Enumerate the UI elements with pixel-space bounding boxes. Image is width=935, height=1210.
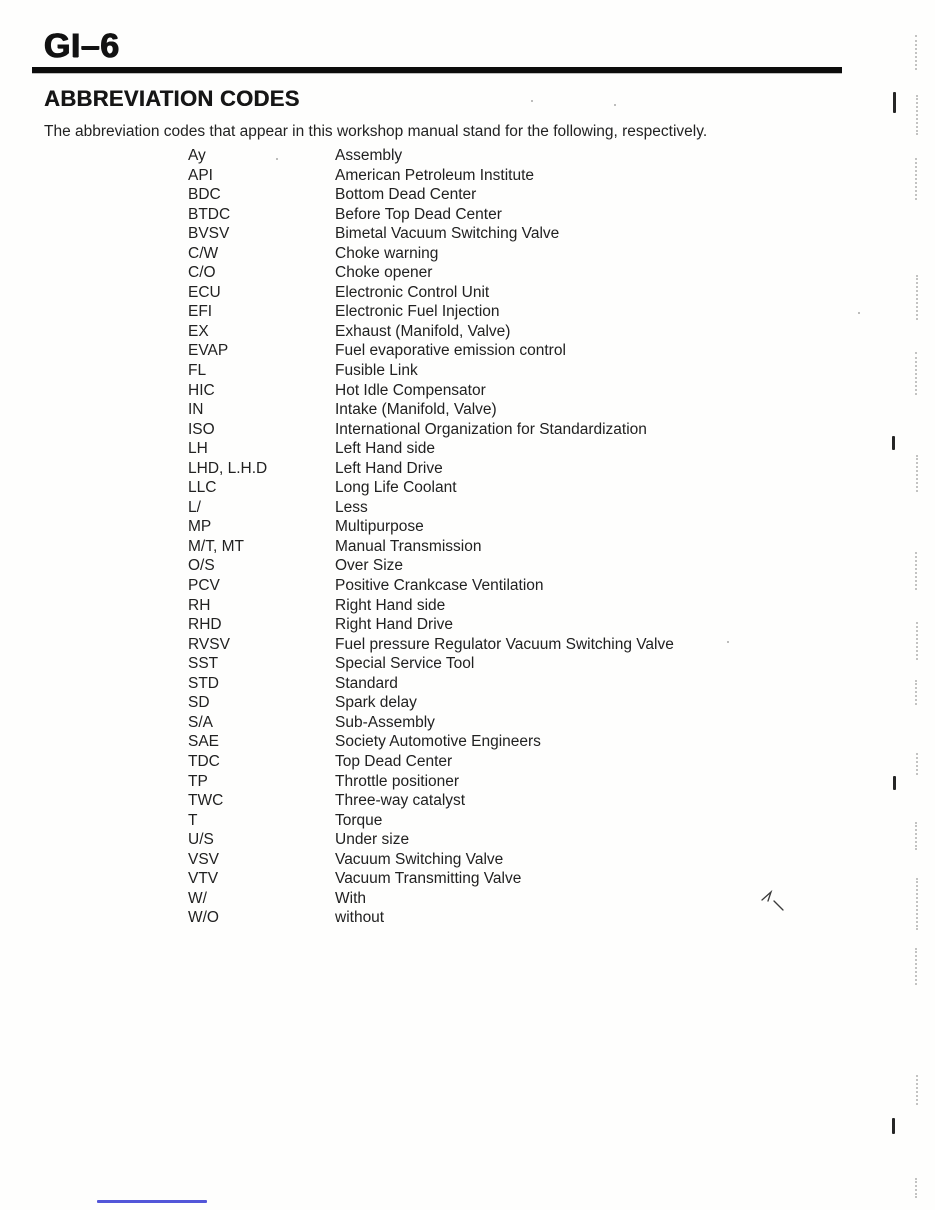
abbreviation-code: TDC <box>188 752 220 770</box>
abbreviation-code: VSV <box>188 850 220 868</box>
abbreviation-meaning: Before Top Dead Center <box>335 205 502 223</box>
abbreviation-row <box>188 908 748 928</box>
scan-speck <box>531 100 533 102</box>
abbreviation-row <box>188 674 748 694</box>
abbreviation-meaning: Choke warning <box>335 244 439 262</box>
abbreviation-meaning: Fuel pressure Regulator Vacuum Switching Valve <box>335 635 674 653</box>
abbreviation-row <box>188 185 748 205</box>
scan-dotted-line <box>915 822 917 850</box>
abbreviation-row <box>188 752 748 772</box>
abbreviation-code: S/A <box>188 713 213 731</box>
abbreviation-code: U/S <box>188 831 214 849</box>
abbreviation-code: BVSV <box>188 225 230 243</box>
abbreviation-code: SST <box>188 655 219 673</box>
abbreviation-code: LH <box>188 440 208 458</box>
abbreviation-code: C/W <box>188 244 219 262</box>
abbreviation-code: EFI <box>188 303 213 321</box>
abbreviation-list <box>188 146 748 928</box>
abbreviation-code: API <box>188 166 213 184</box>
abbreviation-row <box>188 459 748 479</box>
abbreviation-meaning: Intake (Manifold, Valve) <box>335 401 497 419</box>
scan-speck <box>276 158 278 160</box>
abbreviation-meaning: Standard <box>335 674 398 692</box>
abbreviation-row <box>188 439 748 459</box>
abbreviation-meaning: Right Hand side <box>335 596 446 614</box>
abbreviation-meaning: without <box>335 909 385 927</box>
abbreviation-meaning: Manual Transmission <box>335 537 482 555</box>
abbreviation-meaning: Choke opener <box>335 264 433 282</box>
abbreviation-code: C/O <box>188 264 216 282</box>
abbreviation-row <box>188 869 748 889</box>
abbreviation-code: IN <box>188 401 204 419</box>
abbreviation-row <box>188 400 748 420</box>
abbreviation-meaning: Throttle positioner <box>335 772 460 790</box>
abbreviation-row <box>188 381 748 401</box>
abbreviation-meaning: Under size <box>335 831 410 849</box>
scan-dotted-line <box>916 1075 918 1105</box>
abbreviation-code: FL <box>188 362 207 380</box>
abbreviation-meaning: Top Dead Center <box>335 752 453 770</box>
abbreviation-row <box>188 224 748 244</box>
abbreviation-row <box>188 361 748 381</box>
abbreviation-code: W/ <box>188 889 207 907</box>
abbreviation-meaning: Less <box>335 498 368 516</box>
abbreviation-code: Ay <box>188 147 206 164</box>
abbreviation-meaning: Over Size <box>335 557 404 575</box>
abbreviation-row <box>188 244 748 264</box>
abbreviation-code: SAE <box>188 733 220 751</box>
abbreviation-row <box>188 478 748 498</box>
scan-dotted-line <box>915 948 917 985</box>
abbreviation-code: T <box>188 811 198 829</box>
abbreviation-row <box>188 166 748 186</box>
abbreviation-meaning: Spark delay <box>335 694 417 712</box>
abbreviation-row <box>188 811 748 831</box>
abbreviation-row <box>188 263 748 283</box>
abbreviation-code: RH <box>188 596 211 614</box>
abbreviation-code: VTV <box>188 870 219 888</box>
abbreviation-row <box>188 615 748 635</box>
abbreviation-code: RHD <box>188 616 222 634</box>
abbreviation-meaning: Fusible Link <box>335 362 418 380</box>
scan-dotted-line <box>915 158 917 200</box>
abbreviation-meaning: International Organization for Standardization <box>335 420 647 438</box>
abbreviation-row <box>188 576 748 596</box>
scan-dotted-line <box>916 753 918 775</box>
abbreviation-meaning: Special Service Tool <box>335 655 475 673</box>
abbreviation-row <box>188 654 748 674</box>
abbreviation-code: TP <box>188 772 208 790</box>
abbreviation-code: STD <box>188 674 219 692</box>
abbreviation-row <box>188 830 748 850</box>
abbreviation-meaning: Electronic Control Unit <box>335 283 490 301</box>
abbreviation-row <box>188 205 748 225</box>
abbreviation-code: LLC <box>188 479 217 497</box>
bottom-blue-pen-line <box>97 1200 207 1203</box>
scan-dotted-line <box>915 352 917 395</box>
abbreviation-code: W/O <box>188 909 219 927</box>
scan-dotted-line <box>915 35 917 70</box>
scan-mark-dash <box>892 436 895 450</box>
scan-dotted-line <box>916 95 918 135</box>
abbreviation-row <box>188 322 748 342</box>
header-rule-divider <box>32 67 842 73</box>
scan-mark-dash <box>893 776 896 790</box>
abbreviation-row <box>188 772 748 792</box>
abbreviation-row <box>188 146 748 166</box>
abbreviation-row <box>188 693 748 713</box>
abbreviation-meaning: Vacuum Transmitting Valve <box>335 870 522 888</box>
abbreviation-meaning: Hot Idle Compensator <box>335 381 486 399</box>
abbreviation-meaning: Long Life Coolant <box>335 479 457 497</box>
abbreviation-code: EVAP <box>188 342 229 360</box>
scan-dotted-line <box>916 622 918 660</box>
scan-dotted-line <box>916 878 918 930</box>
abbreviation-row <box>188 302 748 322</box>
abbreviation-meaning: American Petroleum Institute <box>335 166 535 184</box>
abbreviation-meaning: Three-way catalyst <box>335 792 466 810</box>
abbreviation-row <box>188 517 748 537</box>
abbreviation-row <box>188 889 748 909</box>
abbreviation-code: EX <box>188 322 209 340</box>
abbreviation-meaning: Exhaust (Manifold, Valve) <box>335 322 511 340</box>
scan-speck <box>727 641 729 643</box>
scan-dotted-line <box>915 552 917 590</box>
scan-dotted-line <box>915 1178 917 1198</box>
abbreviation-code: TWC <box>188 792 224 810</box>
scan-speck <box>398 546 400 548</box>
scan-speck <box>858 312 860 314</box>
abbreviation-meaning: Vacuum Switching Valve <box>335 850 504 868</box>
section-title: ABBREVIATION CODES <box>44 86 300 111</box>
abbreviation-meaning: Left Hand side <box>335 440 435 458</box>
abbreviation-meaning: Bimetal Vacuum Switching Valve <box>335 225 560 243</box>
scan-mark-dash <box>893 92 896 113</box>
abbreviation-code: O/S <box>188 557 215 575</box>
abbreviation-row <box>188 596 748 616</box>
abbreviation-meaning: Positive Crankcase Ventilation <box>335 577 544 595</box>
scan-speck <box>614 104 616 106</box>
abbreviation-code: BDC <box>188 186 221 204</box>
abbreviation-code: LHD, L.H.D <box>188 459 268 477</box>
abbreviation-row <box>188 498 748 518</box>
abbreviation-row <box>188 420 748 440</box>
intro-text: The abbreviation codes that appear in this workshop manual stand for the following, respectively. <box>44 123 708 140</box>
abbreviation-row <box>188 850 748 870</box>
scan-dotted-line <box>916 275 918 320</box>
abbreviation-meaning: Torque <box>335 811 383 829</box>
abbreviation-row <box>188 283 748 303</box>
abbreviation-meaning: Left Hand Drive <box>335 459 443 477</box>
abbreviation-meaning: Society Automotive Engineers <box>335 733 541 751</box>
scan-mark-dash <box>892 1118 895 1134</box>
abbreviation-meaning: Multipurpose <box>335 518 424 536</box>
pen-scribble-mark <box>758 888 792 918</box>
abbreviation-row <box>188 537 748 557</box>
abbreviation-code: HIC <box>188 381 215 399</box>
abbreviation-meaning: Bottom Dead Center <box>335 186 477 204</box>
abbreviation-meaning: Electronic Fuel Injection <box>335 303 500 321</box>
abbreviation-row <box>188 635 748 655</box>
abbreviation-code: ISO <box>188 420 215 438</box>
abbreviation-meaning: Right Hand Drive <box>335 616 454 634</box>
abbreviation-code: SD <box>188 694 210 712</box>
abbreviation-code: M/T, MT <box>188 537 244 555</box>
abbreviation-row <box>188 713 748 733</box>
scan-dotted-line <box>915 680 917 705</box>
abbreviation-row <box>188 732 748 752</box>
abbreviation-row <box>188 556 748 576</box>
abbreviation-code: ECU <box>188 283 221 301</box>
abbreviation-code: RVSV <box>188 635 230 653</box>
abbreviation-meaning: Assembly <box>335 147 403 164</box>
page-code: GI–6 <box>44 27 120 65</box>
abbreviation-code: BTDC <box>188 205 231 223</box>
abbreviation-meaning: Sub-Assembly <box>335 713 435 731</box>
abbreviation-row <box>188 791 748 811</box>
abbreviation-code: PCV <box>188 577 220 595</box>
abbreviation-row <box>188 341 748 361</box>
abbreviation-code: L/ <box>188 498 201 516</box>
abbreviation-meaning: With <box>335 889 366 907</box>
abbreviation-meaning: Fuel evaporative emission control <box>335 342 566 360</box>
scan-dotted-line <box>916 455 918 492</box>
abbreviation-code: MP <box>188 518 212 536</box>
